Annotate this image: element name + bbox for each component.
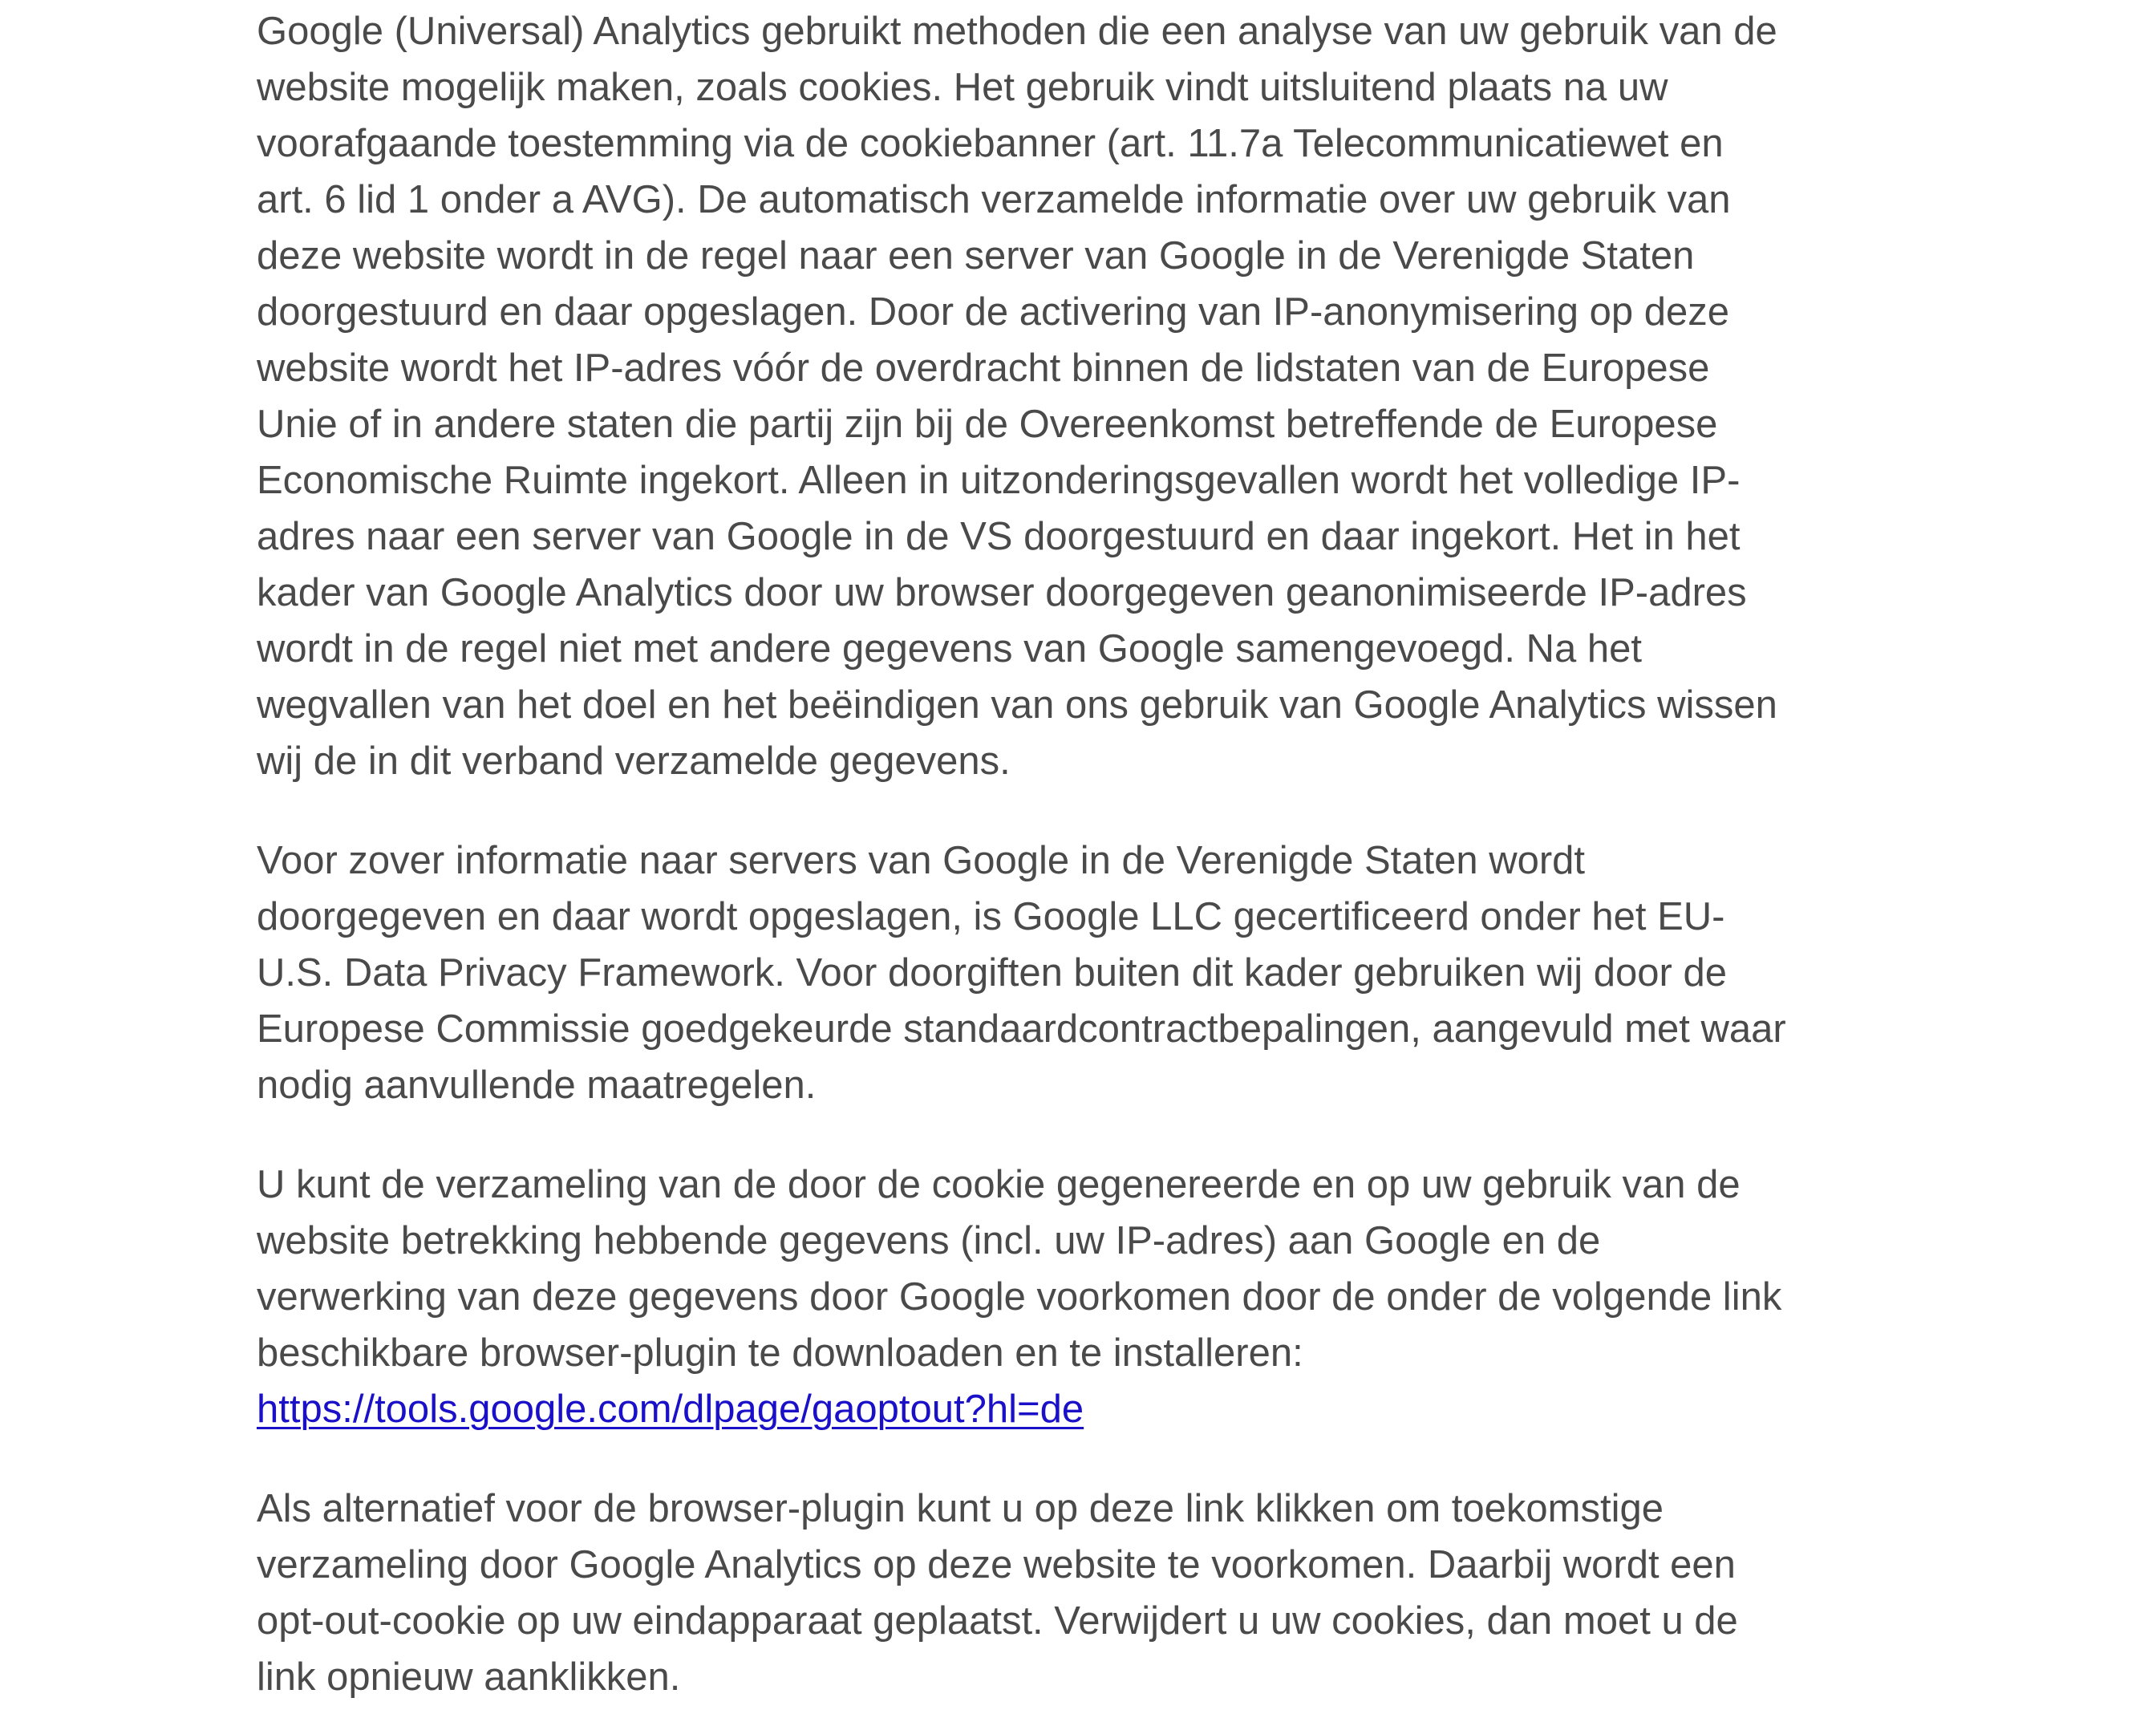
text-line: wordt in de regel niet met andere gegevens van Google samengevoegd. Na het bbox=[257, 627, 1643, 671]
text-line: Voor zover informatie naar servers van Google in de Verenigde Staten wordt bbox=[257, 839, 1586, 882]
text-line: U.S. Data Privacy Framework. Voor doorgiften buiten dit kader gebruiken wij door de bbox=[257, 951, 1727, 995]
text-line: kader van Google Analytics door uw browser doorgegeven geanonimiseerde IP-adres bbox=[257, 571, 1747, 614]
text-line: doorgegeven en daar wordt opgeslagen, is Google LLC gecertificeerd onder het EU- bbox=[257, 895, 1725, 938]
text-line: wegvallen van het doel en het beëindigen van ons gebruik van Google Analytics wissen bbox=[257, 683, 1777, 727]
text-line: link opnieuw aanklikken. bbox=[257, 1655, 681, 1699]
paragraph-data-privacy-framework bbox=[257, 833, 1941, 1113]
opt-out-link-line bbox=[257, 1381, 1941, 1437]
text-line: Google (Universal) Analytics gebruikt methoden die een analyse van uw gebruik van de bbox=[257, 10, 1777, 53]
text-line: wij de in dit verband verzamelde gegevens. bbox=[257, 739, 1011, 783]
text-line: verwerking van deze gegevens door Google voorkomen door de onder de volgende link bbox=[257, 1275, 1782, 1319]
text-line: website betrekking hebbende gegevens (incl. uw IP-adres) aan Google en de bbox=[257, 1219, 1601, 1262]
text-line: doorgestuurd en daar opgeslagen. Door de activering van IP-anonymisering op deze bbox=[257, 290, 1729, 334]
text-line: U kunt de verzameling van de door de cookie gegenereerde en op uw gebruik van de bbox=[257, 1163, 1741, 1206]
text-line: Unie of in andere staten die partij zijn bij de Overeenkomst betreffende de Europese bbox=[257, 403, 1718, 446]
text-line: adres naar een server van Google in de VS doorgestuurd en daar ingekort. Het in het bbox=[257, 515, 1741, 558]
text-line: verzameling door Google Analytics op deze website te voorkomen. Daarbij wordt een bbox=[257, 1543, 1736, 1586]
text-line: art. 6 lid 1 onder a AVG). De automatisch verzamelde informatie over uw gebruik van bbox=[257, 178, 1731, 221]
text-line: deze website wordt in de regel naar een server van Google in de Verenigde Staten bbox=[257, 234, 1695, 278]
text-line: Europese Commissie goedgekeurde standaardcontractbepalingen, aangevuld met waar bbox=[257, 1007, 1786, 1051]
text-line: opt-out-cookie op uw eindapparaat geplaatst. Verwijdert u uw cookies, dan moet u de bbox=[257, 1599, 1738, 1643]
paragraph-opt-out-cookie bbox=[257, 1481, 1941, 1705]
text-line: Als alternatief voor de browser-plugin kunt u op deze link klikken om toekomstige bbox=[257, 1487, 1664, 1530]
text-line: website wordt het IP-adres vóór de overdracht binnen de lidstaten van de Europese bbox=[257, 346, 1710, 390]
privacy-text-body bbox=[257, 3, 1941, 1705]
text-line: Economische Ruimte ingekort. Alleen in uitzonderingsgevallen wordt het volledige IP- bbox=[257, 459, 1741, 502]
ga-opt-out-link[interactable]: https://tools.google.com/dlpage/gaoptout?hl=de bbox=[257, 1388, 1084, 1431]
text-line: nodig aanvullende maatregelen. bbox=[257, 1064, 817, 1107]
paragraph-google-analytics bbox=[257, 3, 1941, 789]
text-line: voorafgaande toestemming via de cookiebanner (art. 11.7a Telecommunicatiewet en bbox=[257, 122, 1724, 165]
text-line: website mogelijk maken, zoals cookies. Het gebruik vindt uitsluitend plaats na uw bbox=[257, 66, 1668, 109]
text-line: beschikbare browser-plugin te downloaden en te installeren: bbox=[257, 1331, 1303, 1375]
paragraph-opt-out-plugin bbox=[257, 1157, 1941, 1437]
